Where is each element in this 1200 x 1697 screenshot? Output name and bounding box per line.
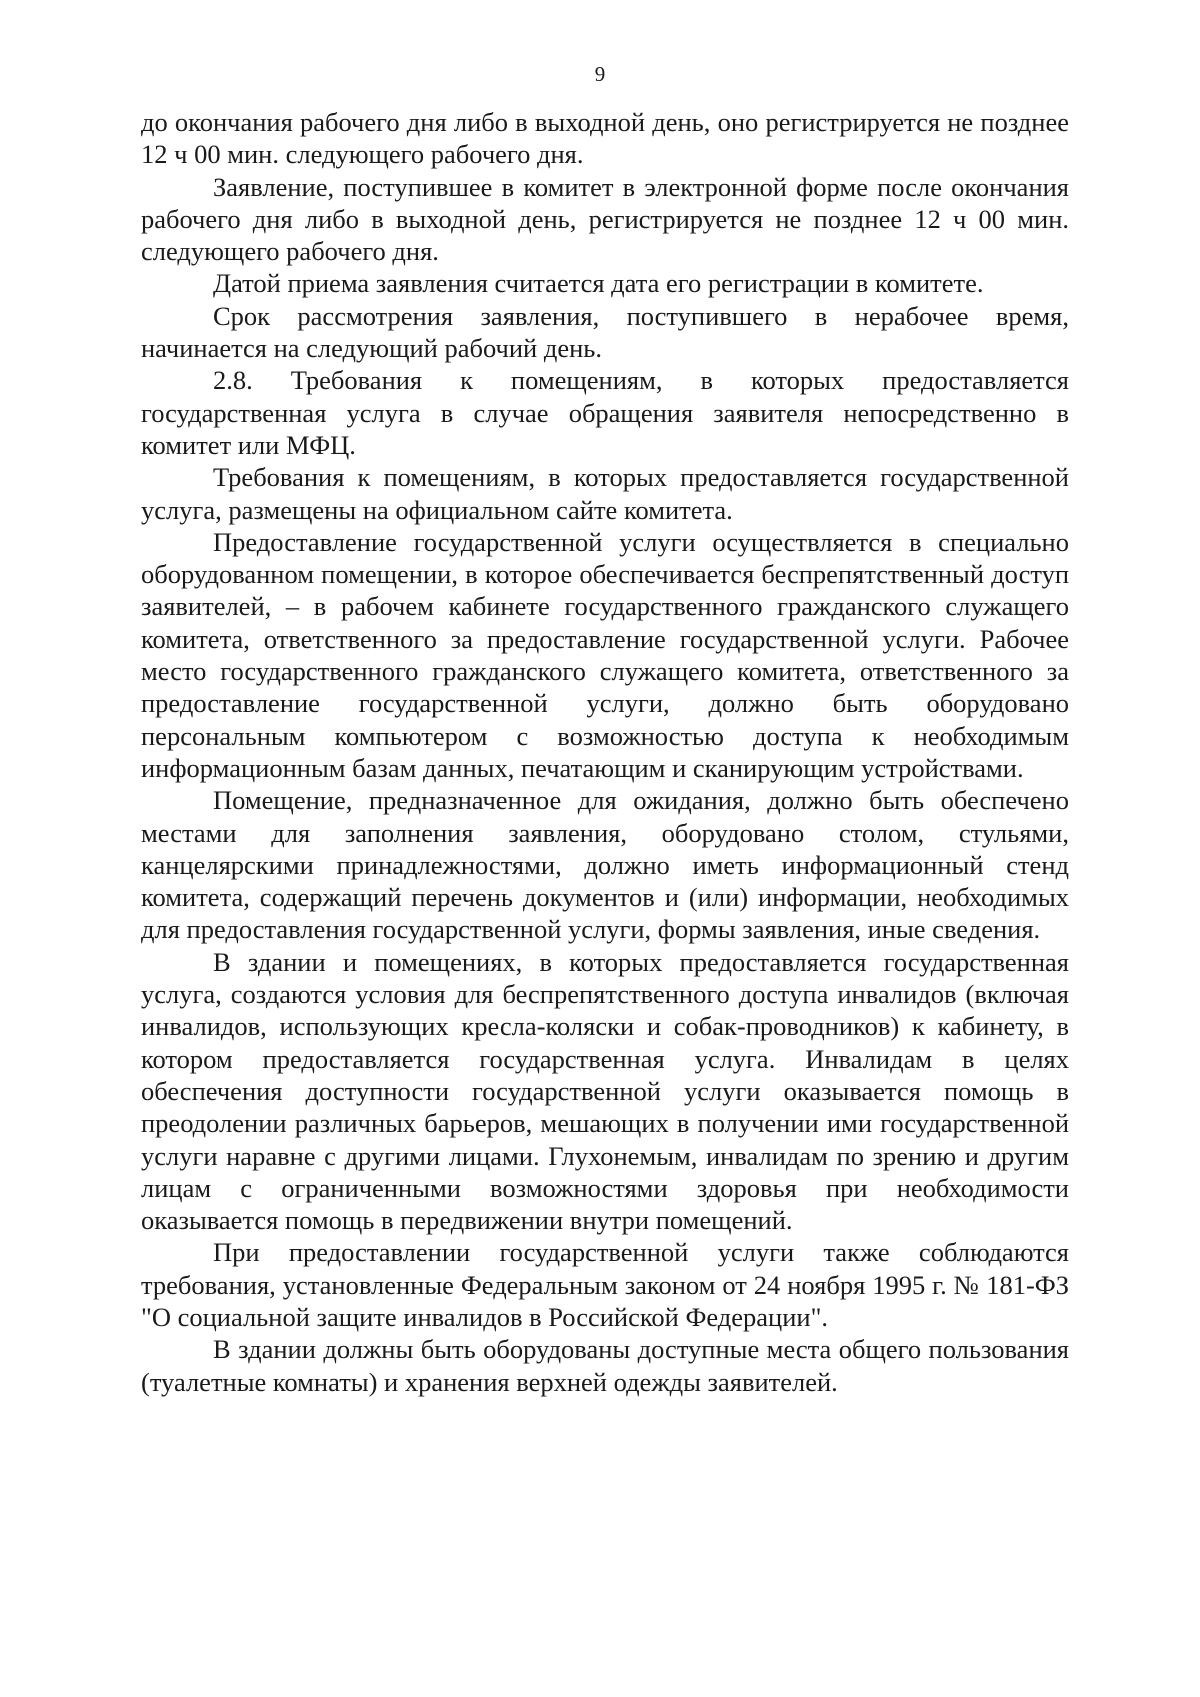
paragraph-review-period: Срок рассмотрения заявления, поступившего в нерабочее время, начинается на следующий рабочий день. <box>141 300 1069 364</box>
paragraph-electronic-registration: Заявление, поступившее в комитет в электронной форме после окончания рабочего дня либо в выходной день, регистрируется не позднее 12 ч 00 мин. следующего рабочего дня. <box>141 171 1069 267</box>
paragraph-service-premises: Предоставление государственной услуги осуществляется в специально оборудованном помещении, в которое обеспечивается беспрепятственный доступ заявителей, – в рабочем кабинете государственного гражданского служащего комитета, ответственного за предоставление государственной услуги. Рабочее место государственного гражданского служащего комитета, ответственного за предоставление государственной услуги, должно быть оборудовано персональным компьютером с возможностью доступа к необходимым информационным базам данных, печатающим и сканирующим устройствами. <box>141 526 1069 783</box>
paragraph-waiting-area: Помещение, предназначенное для ожидания, должно быть обеспечено местами для заполнения заявления, оборудовано столом, стульями, канцелярскими принадлежностями, должно иметь информационный стенд комитета, содержащий перечень документов и (или) информации, необходимых для предоставления государственной услуги, формы заявления, иные сведения. <box>141 785 1069 945</box>
paragraph-requirements-website: Требования к помещениям, в которых предоставляется государственной услуга, размещены на официальном сайте комитета. <box>141 462 1069 525</box>
paragraph-public-facilities: В здании должны быть оборудованы доступные места общего пользования (туалетные комнаты) и хранения верхней одежды заявителей. <box>141 1334 1069 1397</box>
section-2-8-heading: 2.8. Требования к помещениям, в которых предоставляется государственная услуга в случае обращения заявителя непосредственно в комитет или МФЦ. <box>141 365 1069 460</box>
paragraph-federal-law: При предоставлении государственной услуги также соблюдаются требования, установленные Федеральным законом от 24 ноября 1995 г. № 181-ФЗ "О социальной защите инвалидов в Российской Федерации". <box>141 1237 1069 1332</box>
document-body <box>141 106 1069 1398</box>
paragraph-continuation: до окончания рабочего дня либо в выходной день, оно регистрируется не позднее 12 ч 00 мин. следующего рабочего дня. <box>141 107 1069 170</box>
page-number: 9 <box>594 62 606 86</box>
paragraph-acceptance-date: Датой приема заявления считается дата его регистрации в комитете. <box>213 268 984 299</box>
paragraph-disabled-access: В здании и помещениях, в которых предоставляется государственная услуга, создаются условия для беспрепятственного доступа инвалидов (включая инвалидов, использующих кресла-коляски и собак-проводников) к кабинету, в котором предоставляется государственная услуга. Инвалидам в целях обеспечения доступности государственной услуги оказывается помощь в преодолении различных барьеров, мешающих в получении ими государственной услуги наравне с другими лицами. Глухонемым, инвалидам по зрению и другим лицам с ограниченными возможностями здоровья при необходимости оказывается помощь в передвижении внутри помещений. <box>141 946 1069 1236</box>
